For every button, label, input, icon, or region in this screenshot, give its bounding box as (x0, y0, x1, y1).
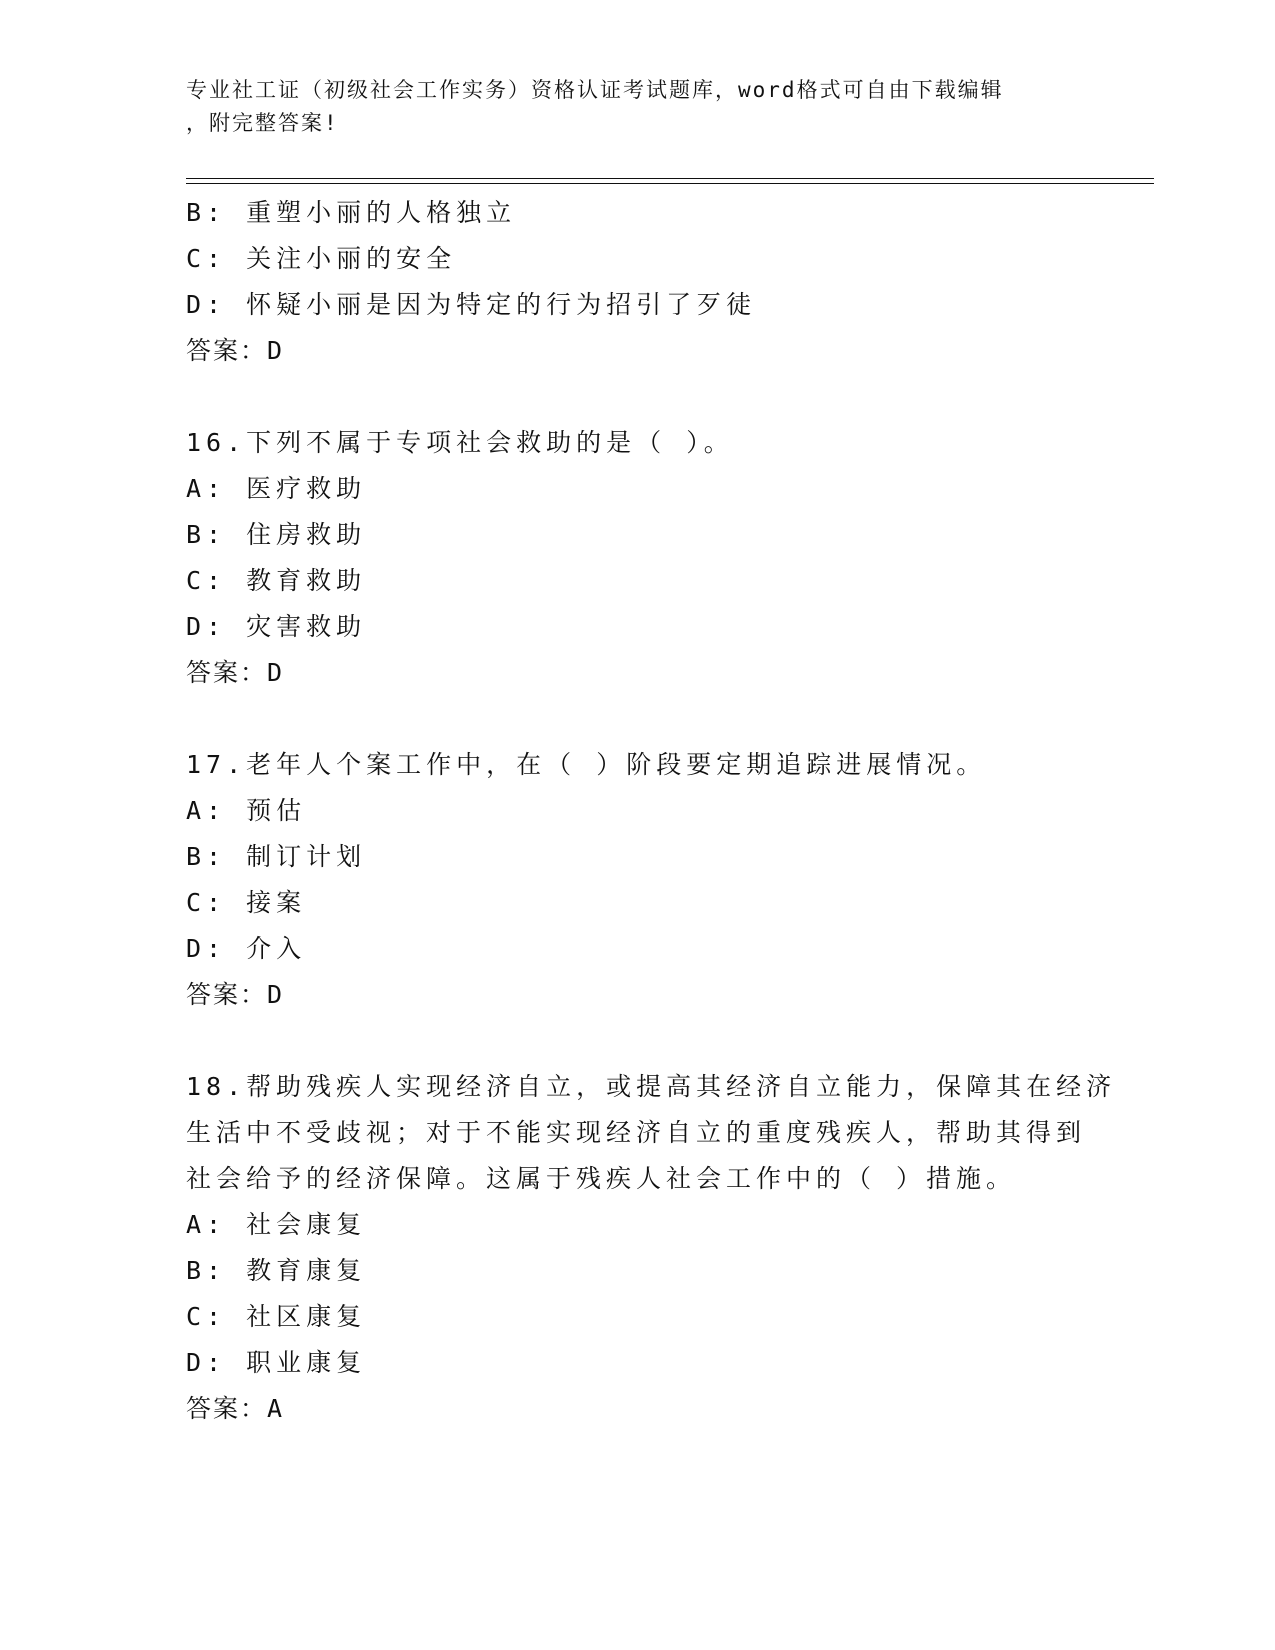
option-c: C: 接案 (186, 888, 307, 917)
option-d: D: 介入 (186, 934, 307, 963)
header-title-line-2: ，附完整答案! (186, 111, 339, 135)
question-stem: 17.老年人个案工作中，在（ ）阶段要定期追踪进展情况。 (186, 750, 987, 779)
header-divider-top (186, 178, 1154, 179)
answer-line: 答案：D (186, 336, 285, 365)
answer-line: 答案：D (186, 658, 285, 687)
header-title-line-1: 专业社工证（初级社会工作实务）资格认证考试题库，word格式可自由下载编辑 (186, 78, 1004, 102)
spacer (186, 1018, 1086, 1064)
question-16 (186, 420, 1086, 696)
option-c: C: 社区康复 (186, 1302, 367, 1331)
option-d: D: 灾害救助 (186, 612, 367, 641)
question-15-tail (186, 190, 1086, 374)
option-a: A: 医疗救助 (186, 474, 367, 503)
question-18 (186, 1064, 1117, 1432)
option-a: A: 社会康复 (186, 1210, 367, 1239)
spacer (186, 374, 1086, 420)
option-c: C: 教育救助 (186, 566, 367, 595)
question-stem: 16.下列不属于专项社会救助的是（ ）。 (186, 428, 734, 457)
option-b: B: 住房救助 (186, 520, 367, 549)
option-c: C: 关注小丽的安全 (186, 244, 457, 273)
option-b: B: 教育康复 (186, 1256, 367, 1285)
question-stem-line: 生活中不受歧视；对于不能实现经济自立的重度残疾人，帮助其得到 (186, 1118, 1087, 1147)
question-17 (186, 742, 1086, 1018)
header-divider-bottom (186, 183, 1154, 184)
answer-line: 答案：A (186, 1394, 285, 1423)
answer-line: 答案：D (186, 980, 285, 1009)
option-d: D: 怀疑小丽是因为特定的行为招引了歹徒 (186, 290, 757, 319)
option-b: B: 制订计划 (186, 842, 367, 871)
option-a: A: 预估 (186, 796, 307, 825)
option-d: D: 职业康复 (186, 1348, 367, 1377)
option-b: B: 重塑小丽的人格独立 (186, 198, 517, 227)
document-header (186, 74, 1086, 140)
question-stem-line: 18.帮助残疾人实现经济自立，或提高其经济自立能力，保障其在经济 (186, 1072, 1117, 1101)
question-content (186, 190, 1117, 1432)
question-stem-line: 社会给予的经济保障。这属于残疾人社会工作中的（ ）措施。 (186, 1164, 1017, 1193)
spacer (186, 696, 1086, 742)
